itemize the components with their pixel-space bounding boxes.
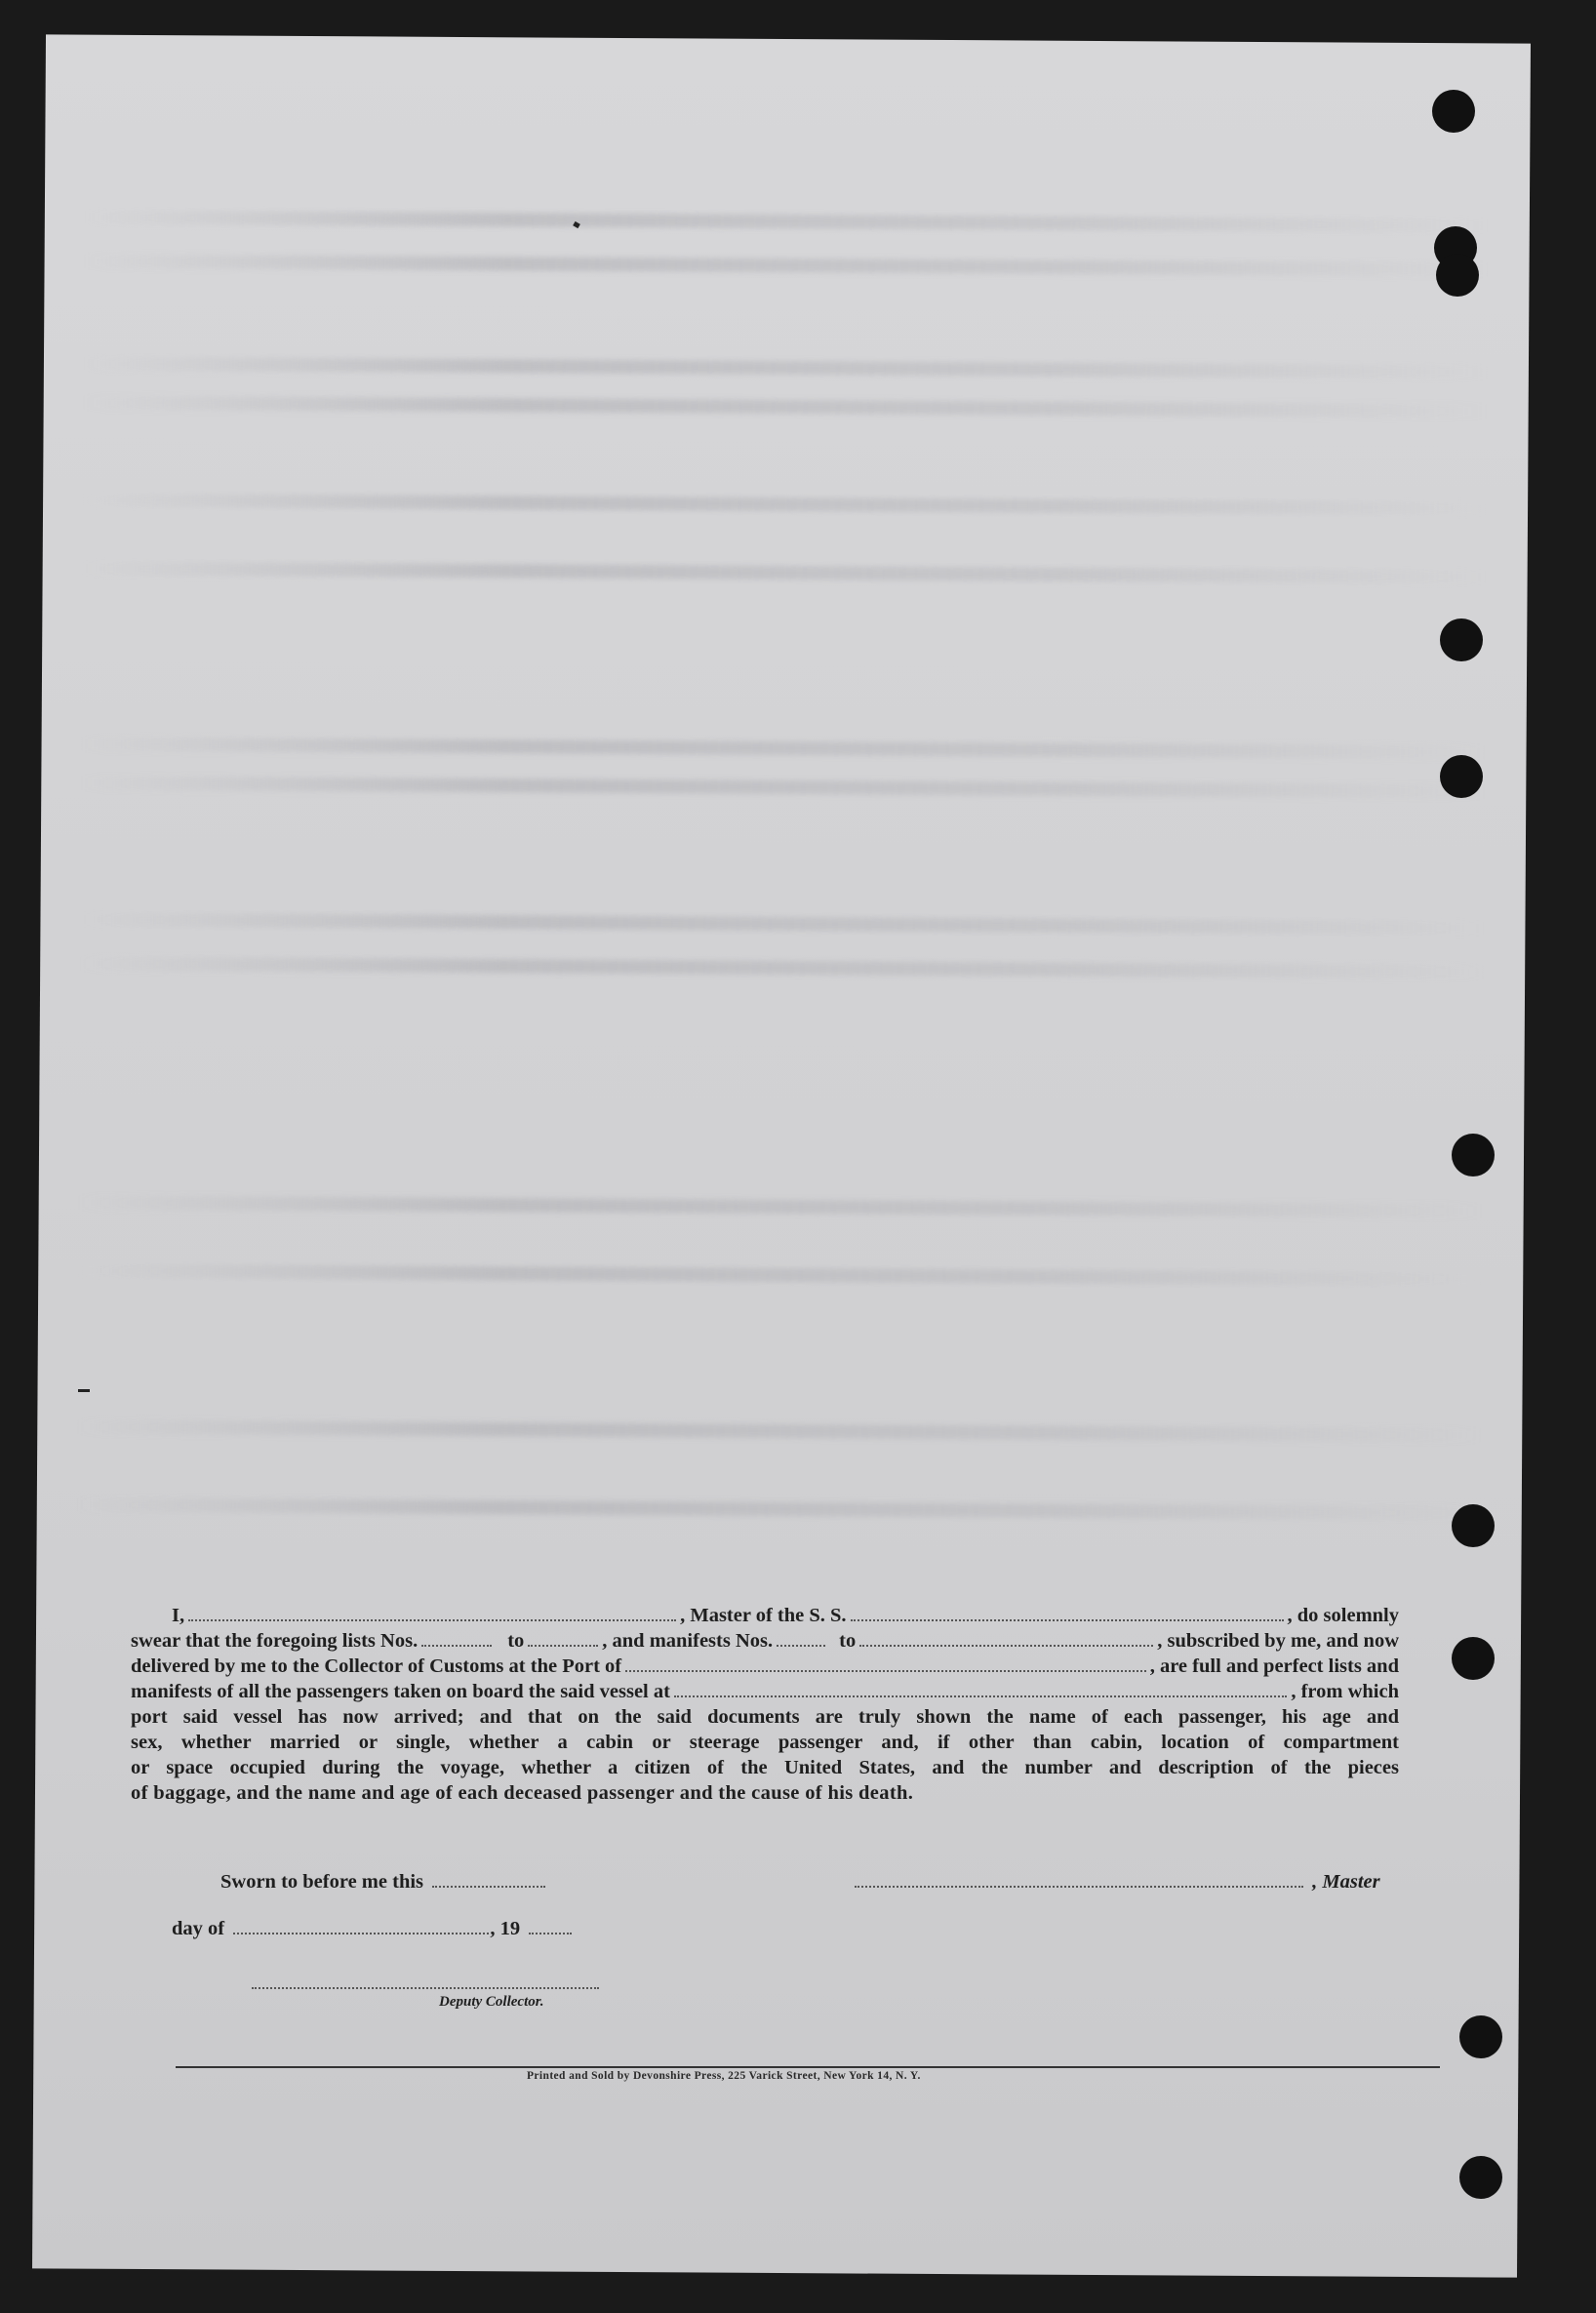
blank-sworn-day — [432, 1876, 545, 1888]
date-line — [172, 1918, 576, 1940]
punch-hole — [1452, 1637, 1495, 1680]
year-prefix: , 19 — [490, 1918, 521, 1939]
oath-text: , do solemnly — [1287, 1605, 1399, 1626]
blank-list-to — [528, 1635, 598, 1647]
day-of-text: day of — [172, 1918, 225, 1939]
oath-text: to — [507, 1630, 525, 1652]
oath-text: manifests of all the passengers taken on board the said vessel at — [131, 1681, 670, 1702]
oath-line-6: sex, whether married or single, whether a cabin or steerage passenger and, if other than cabin, location of compartment — [131, 1732, 1399, 1753]
punch-hole — [1459, 2015, 1502, 2058]
blank-ship-name — [851, 1610, 1284, 1621]
oath-paragraph — [131, 1603, 1399, 1806]
punch-hole — [1440, 618, 1483, 661]
oath-line-4 — [131, 1679, 1399, 1704]
punch-hole — [1459, 2156, 1502, 2199]
oath-line-1 — [131, 1603, 1399, 1628]
oath-line-3 — [131, 1654, 1399, 1679]
blank-list-from — [421, 1635, 492, 1647]
blank-manifest-from — [777, 1635, 825, 1647]
punch-hole — [1440, 755, 1483, 798]
deputy-signature-line — [252, 1986, 599, 1989]
bleed-through-line — [84, 211, 1491, 233]
oath-text: , from which — [1291, 1681, 1399, 1702]
sworn-text: Sworn to before me this — [220, 1871, 424, 1893]
blank-port-of-departure — [674, 1686, 1287, 1697]
bleed-through-line — [77, 1264, 1484, 1287]
blank-month — [233, 1923, 489, 1934]
bleed-through-line — [76, 1498, 1483, 1521]
blank-port-of-arrival — [625, 1660, 1146, 1672]
oath-text: , and manifests Nos. — [602, 1630, 774, 1652]
bleed-through-line — [84, 255, 1491, 277]
bleed-through-line — [78, 1196, 1485, 1218]
bleed-through-line — [79, 957, 1486, 979]
blank-year — [529, 1923, 572, 1934]
bleed-through-line — [81, 738, 1488, 760]
deputy-collector-label: Deputy Collector. — [439, 1994, 544, 2010]
oath-text: swear that the foregoing lists Nos. — [131, 1630, 419, 1652]
bleed-through-line — [82, 494, 1489, 516]
oath-line-2 — [131, 1628, 1399, 1654]
oath-line-7: or space occupied during the voyage, whether a citizen of the United States, and the number and description of the pieces — [131, 1757, 1399, 1778]
bleed-through-line — [83, 396, 1490, 419]
document-page — [32, 34, 1531, 2277]
bleed-through-line — [82, 562, 1489, 584]
blank-master-signature — [855, 1876, 1303, 1888]
punch-hole — [1432, 90, 1475, 133]
sworn-line — [220, 1871, 549, 1894]
punch-hole — [1436, 254, 1479, 297]
blank-master-name — [188, 1610, 676, 1621]
bleed-through-line — [76, 1420, 1483, 1443]
master-signature-line — [851, 1871, 1380, 1894]
oath-line-8: of baggage, and the name and age of each deceased passenger and the cause of his death. — [131, 1782, 914, 1804]
bleed-through-line — [83, 357, 1490, 379]
oath-text: I, — [172, 1605, 185, 1626]
oath-line-5: port said vessel has now arrived; and that on the said documents are truly shown the name of each passenger, his age and — [131, 1706, 1399, 1728]
oath-text: , are full and perfect lists and — [1149, 1655, 1399, 1677]
oath-text: , Master of the S. S. — [680, 1605, 847, 1626]
blank-manifest-to — [859, 1635, 1153, 1647]
oath-text: , subscribed by me, and now — [1157, 1630, 1399, 1652]
bleed-through-line — [80, 777, 1487, 799]
ink-speck — [78, 1389, 90, 1392]
oath-text: to — [839, 1630, 857, 1652]
master-label: , Master — [1312, 1871, 1380, 1893]
punch-hole — [1452, 1504, 1495, 1547]
bleed-through-line — [79, 913, 1486, 936]
printer-imprint: Printed and Sold by Devonshire Press, 225 Varick Street, New York 14, N. Y. — [527, 2070, 921, 2082]
oath-text: delivered by me to the Collector of Customs at the Port of — [131, 1655, 622, 1677]
punch-hole — [1452, 1134, 1495, 1176]
footer-rule — [176, 2066, 1440, 2068]
